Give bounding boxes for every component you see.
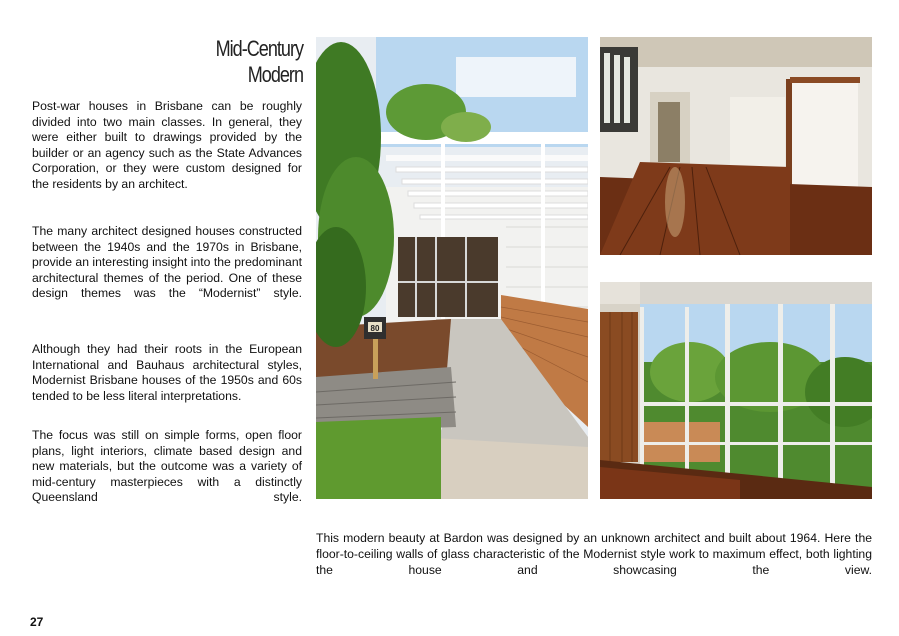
focus-paragraph: The focus was still on simple forms, open floor plans, light interiors, climate based design and new materials, but the outcome was a variety of mid-century masterpieces with a distinctly Queensland style. [32, 428, 302, 505]
page-title: Mid-Century Modern [215, 36, 303, 87]
photo-caption: This modern beauty at Bardon was designed by an unknown architect and built about 1964. Here the floor-to-ceiling walls of glass characteristic of the Modernist style work to maximum effect, both lighting the house and showcasing the view. [316, 531, 872, 577]
page-number: 27 [30, 615, 44, 629]
architect-paragraph: The many architect designed houses constructed between the 1940s and the 1970s in Brisbane, provide an interesting insight into the predominant architectural themes of the period. One of these design themes was the “Modernist” style. [32, 224, 302, 301]
roots-paragraph: Although they had their roots in the European International and Bauhaus architectural styles, Modernist Brisbane houses of the 1950s and 60s tended to be less literal interpretations. [32, 342, 302, 403]
intro-paragraph: Post-war houses in Brisbane can be roughly divided into two main classes. In general, they were either built to drawings provided by the builder or an agency such as the State Advances Corporation, or they were custom designed for the residents by an architect. [32, 99, 302, 191]
glass-wall-room-photo [600, 282, 872, 499]
mailbox-number: 80 [370, 324, 380, 333]
hallway-interior-photo [600, 37, 872, 255]
house-entrance-photo [316, 37, 588, 499]
